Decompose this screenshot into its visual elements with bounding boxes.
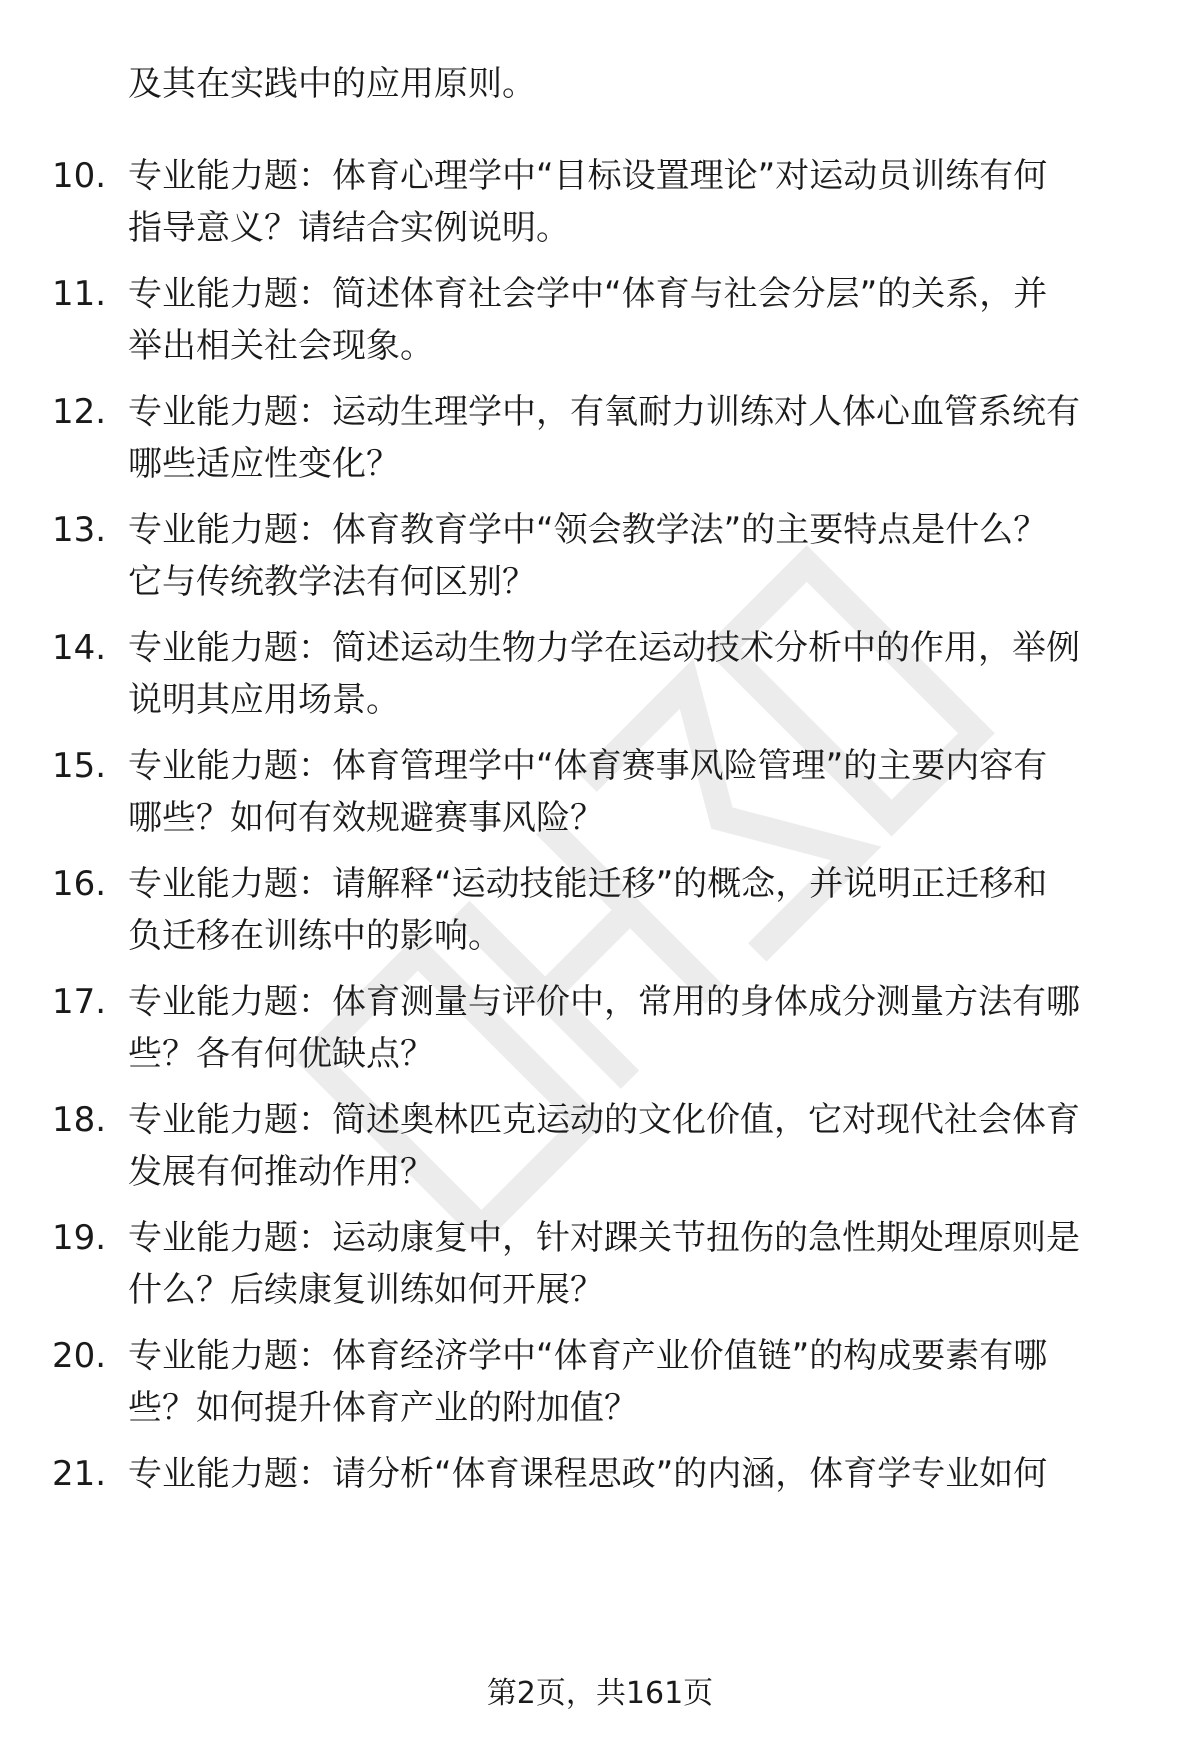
question-item [0, 150, 1200, 260]
question-line: 什么？后续康复训练如何开展？ [128, 1270, 604, 1310]
question-text [128, 268, 1138, 372]
question-text [128, 1330, 1138, 1434]
question-text [128, 150, 1138, 254]
question-line: 专业能力题：请解释“运动技能迁移”的概念，并说明正迁移和 [128, 864, 1048, 904]
question-number: 20. [52, 1336, 107, 1376]
question-line: 些？各有何优缺点？ [128, 1034, 434, 1074]
question-line: 专业能力题：简述奥林匹克运动的文化价值，它对现代社会体育 [128, 1100, 1080, 1140]
question-line: 负迁移在训练中的影响。 [128, 916, 502, 956]
question-text [128, 386, 1138, 490]
question-line: 专业能力题：简述体育社会学中“体育与社会分层”的关系，并 [128, 274, 1048, 314]
question-number: 17. [52, 982, 107, 1022]
question-line: 专业能力题：体育测量与评价中，常用的身体成分测量方法有哪 [128, 982, 1080, 1022]
question-number: 21. [52, 1454, 107, 1494]
question-line: 些？如何提升体育产业的附加值？ [128, 1388, 638, 1428]
question-line: 专业能力题：简述运动生物力学在运动技术分析中的作用，举例 [128, 628, 1080, 668]
question-number: 15. [52, 746, 107, 786]
question-line: 专业能力题：运动生理学中，有氧耐力训练对人体心血管系统有 [128, 392, 1080, 432]
question-line: 专业能力题：体育管理学中“体育赛事风险管理”的主要内容有 [128, 746, 1048, 786]
question-line: 专业能力题：体育心理学中“目标设置理论”对运动员训练有何 [128, 156, 1048, 196]
question-text [128, 622, 1138, 726]
continuation-text: 及其在实践中的应用原则。 [128, 64, 536, 104]
question-line: 指导意义？请结合实例说明。 [128, 208, 570, 248]
question-number: 12. [52, 392, 107, 432]
question-item [0, 1212, 1200, 1322]
question-number: 10. [52, 156, 107, 196]
question-line: 举出相关社会现象。 [128, 326, 434, 366]
question-item [0, 858, 1200, 968]
question-line: 发展有何推动作用？ [128, 1152, 434, 1192]
question-text [128, 1448, 1138, 1500]
question-line: 专业能力题：体育经济学中“体育产业价值链”的构成要素有哪 [128, 1336, 1048, 1376]
question-line: 说明其应用场景。 [128, 680, 400, 720]
page-footer: 第2页，共161页 [486, 1676, 714, 1711]
question-line: 专业能力题：请分析“体育课程思政”的内涵，体育学专业如何 [128, 1454, 1048, 1494]
question-text [128, 976, 1138, 1080]
question-item [0, 976, 1200, 1086]
question-line: 专业能力题：体育教育学中“领会教学法”的主要特点是什么？ [128, 510, 1048, 550]
question-item [0, 622, 1200, 732]
question-number: 11. [52, 274, 107, 314]
question-item [0, 268, 1200, 378]
question-number: 14. [52, 628, 107, 668]
question-text [128, 504, 1138, 608]
question-line: 专业能力题：运动康复中，针对踝关节扭伤的急性期处理原则是 [128, 1218, 1080, 1258]
question-line: 哪些？如何有效规避赛事风险？ [128, 798, 604, 838]
question-number: 13. [52, 510, 107, 550]
question-line: 哪些适应性变化？ [128, 444, 400, 484]
question-text [128, 740, 1138, 844]
question-number: 16. [52, 864, 107, 904]
question-item [0, 1448, 1200, 1558]
question-item [0, 386, 1200, 496]
question-item [0, 1330, 1200, 1440]
question-text [128, 1094, 1138, 1198]
question-item [0, 1094, 1200, 1204]
question-number: 18. [52, 1100, 107, 1140]
question-text [128, 1212, 1138, 1316]
question-item [0, 504, 1200, 614]
question-line: 它与传统教学法有何区别？ [128, 562, 536, 602]
question-text [128, 858, 1138, 962]
question-item [0, 740, 1200, 850]
question-number: 19. [52, 1218, 107, 1258]
